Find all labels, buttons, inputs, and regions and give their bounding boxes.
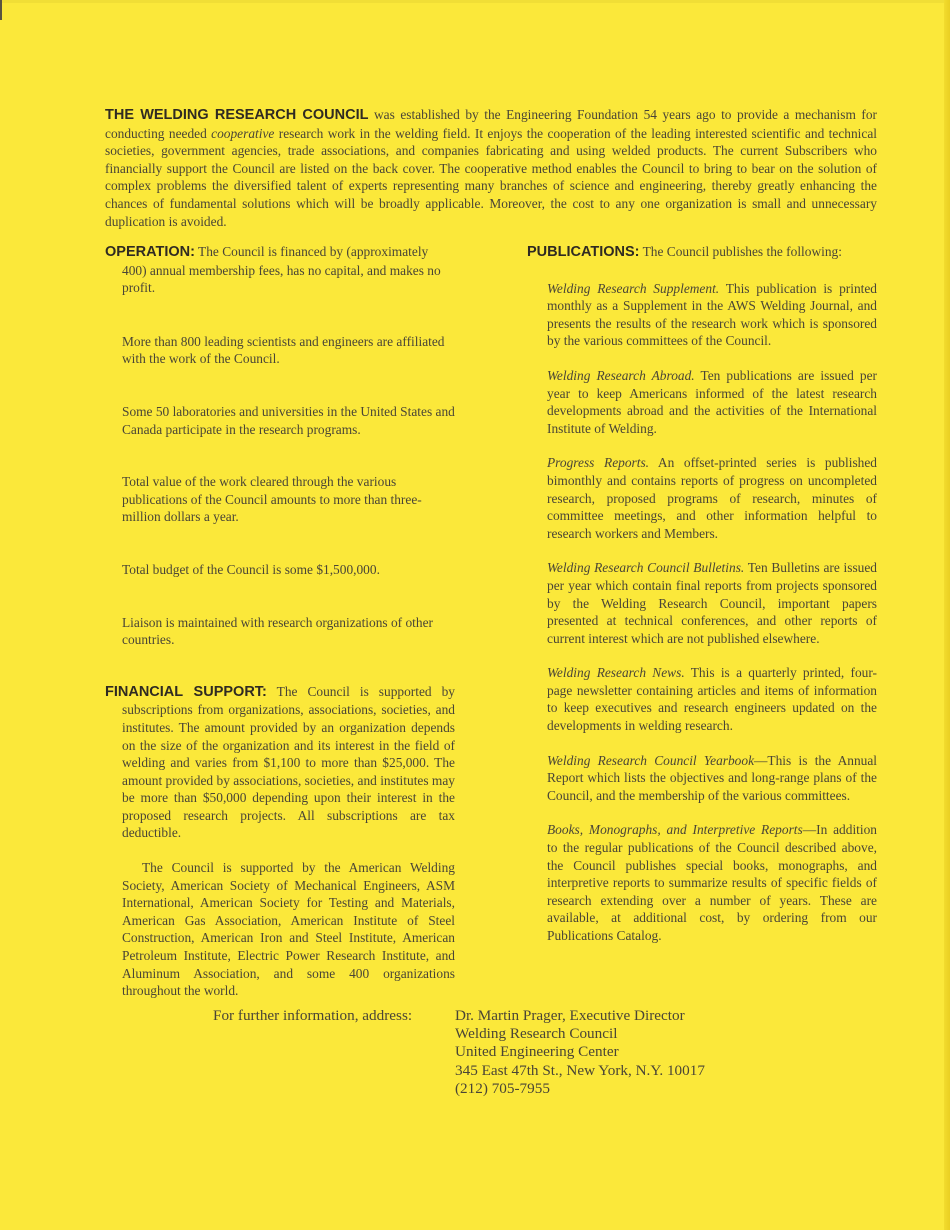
financial-second-paragraph: The Council is supported by the American Welding Society, American Society of Mechanical Engineers, ASM International, American Society for Testing and Materials, American Gas Association, American Institute of Steel Construction, American Iron and Steel Institute, American Petroleum Institute, Electric Power Research Institute, and Aluminum Association, and some 400 organizations throughout the world.	[122, 860, 455, 999]
publication-text: Ten publications are issued per year to keep Americans informed of the latest research developments abroad and the activities of the International Institute of Welding.	[547, 367, 877, 436]
operation-paragraph: Some 50 laboratories and universities in the United States and Canada participate in the research programs.	[122, 403, 455, 437]
address-block	[455, 1007, 705, 1098]
publications-lead: The Council publishes the following:	[639, 244, 842, 259]
publication-item	[527, 559, 877, 647]
address-line: (212) 705-7955	[455, 1079, 550, 1097]
publications-lead-paragraph	[527, 243, 877, 262]
operation-paragraph: Liaison is maintained with research organizations of other countries.	[122, 614, 433, 648]
intro-org-name: THE WELDING RESEARCH COUNCIL	[105, 107, 369, 123]
publication-title: Welding Research Supplement.	[547, 280, 720, 296]
intro-text-1: was established by the Engineering Foundation 54 years ago to provide a mechanism for conducting needed	[105, 107, 877, 141]
financial-lead: The Council is supported by subscriptions from organizations, associations, societies, and institutes. The amount provided by an organization depends on the size of the organization and its interest in the field of welding and varies from $1,100 to more than $25,000. The amount provided by associations, societies, and institutes may be more than $50,000 depending upon their interest in the proposed research projects. All subscriptions are tax deductible.	[122, 683, 455, 841]
address-line: Welding Research Council	[455, 1025, 618, 1043]
publication-item	[527, 367, 877, 437]
publication-text: This is a quarterly printed, four-page newsletter containing articles and items of information to keep executives and research engineers updated on the developments in welding research.	[547, 665, 878, 734]
operation-paragraph: Total value of the work cleared through the various publications of the Council amounts to more than three-million dollars a year.	[122, 474, 422, 525]
intro-emphasis: cooperative	[211, 125, 275, 141]
publication-text: Ten Bulletins are issued per year which contain final reports from projects sponsored by the Welding Research Council, important papers presented at technical conferences, and other reports of current interest which are not published elsewhere.	[547, 560, 877, 646]
publication-title: Welding Research Abroad.	[547, 367, 695, 383]
publication-item	[527, 664, 877, 734]
page-left-mark	[0, 0, 2, 20]
address-line: Dr. Martin Prager, Executive Director	[455, 1007, 685, 1024]
publications-heading: PUBLICATIONS:	[527, 244, 640, 260]
intro-paragraph	[105, 106, 877, 230]
operation-paragraph: More than 800 leading scientists and engineers are affiliated with the work of the Council.	[122, 333, 445, 367]
operation-paragraph: Total budget of the Council is some $1,500,000.	[122, 561, 380, 577]
publication-text: —This is the Annual Report which lists the objectives and long-range plans of the Council, and the membership of the various committees.	[547, 752, 878, 803]
publication-item	[527, 752, 877, 805]
page-top-edge	[0, 0, 950, 3]
publication-text: An offset-printed series is published bimonthly and contains reports of progress on uncompleted research, proposed programs of research, minutes of committee meetings, and other information helpful to research workers and Members.	[547, 455, 877, 541]
publication-item	[527, 821, 877, 944]
left-column	[105, 243, 455, 1000]
operation-lead: The Council is financed by (approximately 400) annual membership fees, has no capital, and makes no profit.	[122, 244, 441, 296]
operation-lead-paragraph	[105, 243, 455, 297]
publication-text: —In addition to the regular publications of the Council described above, the Council publishes special books, monographs, and interpretive reports to summarize results of specific fields of research extending over a number of years. These are available, at additional cost, by ordering from our Publications Catalog.	[547, 822, 877, 943]
publication-item	[527, 280, 877, 350]
publication-title: Progress Reports.	[547, 455, 650, 471]
right-column	[527, 243, 877, 945]
address-line: United Engineering Center	[455, 1043, 619, 1061]
address-line: 345 East 47th St., New York, N.Y. 10017	[455, 1061, 705, 1079]
financial-heading: FINANCIAL SUPPORT:	[105, 683, 267, 700]
publication-text: This publication is printed monthly as a Supplement in the AWS Welding Journal, and presents the results of the research work which is sponsored by the various committees of the Council.	[547, 280, 877, 349]
publication-item	[527, 454, 877, 542]
page-right-edge	[944, 0, 950, 1230]
publication-title: Books, Monographs, and Interpretive Reports	[547, 822, 803, 838]
publication-title: Welding Research News.	[547, 665, 685, 681]
financial-lead-paragraph	[105, 683, 455, 842]
operation-heading: OPERATION:	[105, 244, 195, 260]
publication-title: Welding Research Council Bulletins.	[547, 560, 745, 576]
publication-title: Welding Research Council Yearbook	[547, 752, 755, 768]
intro-text-2: research work in the welding field. It enjoys the cooperation of the leading interested scientific and technical societies, government agencies, trade associations, and companies fabricating and using welded products. The current Subscribers who financially support the Council are listed on the back cover. The cooperative method enables the Council to bring to bear on the solution of complex problems the diversified talent of experts representing many branches of science and engineering, thereby greatly enhancing the chances of fundamental solutions which will be broadly applicable. Moreover, the cost to any one organization is small and unnecessary duplication is avoided.	[105, 125, 877, 229]
address-label: For further information, address:	[213, 1007, 413, 1024]
